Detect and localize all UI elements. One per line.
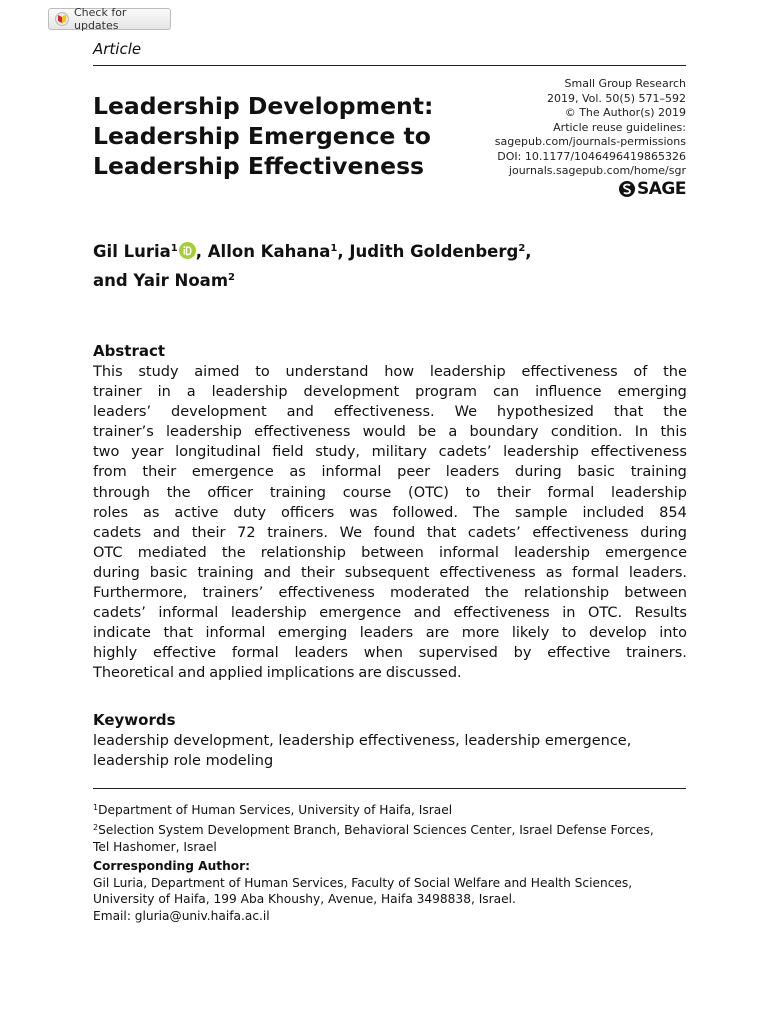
journal-volume: 2019, Vol. 50(5) 571–592: [546, 91, 686, 105]
footnote-divider: [93, 788, 686, 789]
abstract-line: from their emergence as informal peer leaders during basic training: [93, 464, 687, 481]
orcid-icon[interactable]: [179, 241, 196, 258]
abstract-line: indicate that informal emerging leaders are more likely to develop into: [93, 625, 687, 642]
check-for-updates-button[interactable]: [48, 8, 171, 30]
reuse-guidelines-label: Article reuse guidelines:: [553, 120, 686, 134]
abstract-line: OTC mediated the relationship between informal leadership emergence: [93, 544, 687, 561]
keywords-text: [93, 731, 687, 771]
affiliation-marker: 2: [518, 243, 526, 254]
affiliation-2-continued: Tel Hashomer, Israel: [93, 840, 217, 854]
crossmark-icon: [55, 12, 69, 26]
sage-logo-text: SAGE: [637, 179, 686, 199]
article-title: [93, 91, 493, 181]
article-type-label: Article: [93, 40, 142, 58]
journal-name: Small Group Research: [564, 77, 686, 90]
abstract-text: [93, 362, 687, 684]
title-line: Leadership Emergence to: [93, 122, 431, 150]
journal-copyright: © The Author(s) 2019: [564, 106, 686, 119]
corresponding-author: [93, 858, 693, 924]
affiliation-marker: 2: [228, 272, 235, 283]
affiliation-1: [93, 799, 693, 819]
doi-link[interactable]: DOI: 10.1177/1046496419865326: [497, 149, 686, 163]
author-name: , Allon Kahana: [195, 242, 331, 261]
abstract-line: cadets and their 72 trainers. We found that cadets’ effectiveness during: [93, 524, 687, 541]
abstract-line: roles as active duty officers was followed. The sample included 854: [93, 504, 687, 521]
sage-logo-mark-icon: [619, 181, 635, 197]
corresponding-author-line: University of Haifa, 199 Aba Khoushy, Avenue, Haifa 3498838, Israel.: [93, 892, 516, 906]
author-line: [93, 236, 693, 265]
sage-logo: [619, 178, 686, 200]
abstract-line: Furthermore, trainers’ effectiveness moderated the relationship between: [93, 585, 687, 602]
author-name: Gil Luria: [93, 242, 171, 261]
affiliation-marker: 2: [93, 823, 99, 832]
title-line: Leadership Effectiveness: [93, 152, 425, 180]
keywords-heading: Keywords: [93, 711, 176, 729]
corresponding-author-email[interactable]: Email: gluria@univ.haifa.ac.il: [93, 908, 270, 923]
author-name: , Judith Goldenberg: [337, 242, 519, 261]
author-separator: ,: [525, 242, 532, 261]
title-line: Leadership Development:: [93, 92, 434, 120]
affiliation-2: [93, 819, 693, 839]
journal-info: [486, 77, 686, 179]
abstract-heading: Abstract: [93, 342, 166, 360]
author-list: [93, 236, 693, 294]
abstract-line: during basic training and their subsequent effectiveness as formal leaders.: [93, 564, 687, 581]
abstract-line: leaders’ development and effectiveness. We hypothesized that the: [93, 404, 687, 421]
abstract-line: Theoretical and applied implications are discussed.: [93, 665, 462, 682]
affiliation-marker: 1: [93, 803, 99, 812]
affiliations: [93, 799, 693, 856]
abstract-line: trainer in a leadership development program can influence emerging: [93, 384, 687, 401]
abstract-line: through the officer training course (OTC) to their formal leadership: [93, 484, 687, 501]
keywords-line: leadership development, leadership effectiveness, leadership emergence,: [93, 733, 632, 749]
check-for-updates-label: Check for updates: [74, 6, 127, 32]
author-name: and Yair Noam: [93, 271, 229, 290]
corresponding-author-heading: Corresponding Author:: [93, 859, 251, 873]
reuse-guidelines-link[interactable]: sagepub.com/journals-permissions: [494, 135, 686, 148]
abstract-line: trainer’s leadership effectiveness would be a boundary condition. In this: [93, 424, 687, 441]
abstract-line: two year longitudinal field study, military cadets’ leadership effectiveness: [93, 444, 687, 461]
corresponding-author-line: Gil Luria, Department of Human Services, Faculty of Social Welfare and Health Sciences,: [93, 875, 633, 890]
header-divider: [93, 65, 686, 66]
abstract-line: This study aimed to understand how leadership effectiveness of the: [93, 364, 687, 380]
affiliation-marker: 1: [330, 243, 338, 254]
keywords-line: leadership role modeling: [93, 753, 274, 769]
affiliation-marker: 1: [170, 243, 178, 254]
journal-homepage-link[interactable]: journals.sagepub.com/home/sgr: [508, 164, 686, 177]
abstract-line: cadets’ informal leadership emergence and effectiveness in OTC. Results: [93, 605, 687, 622]
author-line: [93, 265, 693, 294]
affiliation-text: Department of Human Services, University of Haifa, Israel: [98, 803, 453, 817]
affiliation-text: Selection System Development Branch, Behavioral Sciences Center, Israel Defense Forces,: [98, 823, 654, 837]
abstract-line: highly effective formal leaders when supervised by effective trainers.: [93, 645, 687, 662]
